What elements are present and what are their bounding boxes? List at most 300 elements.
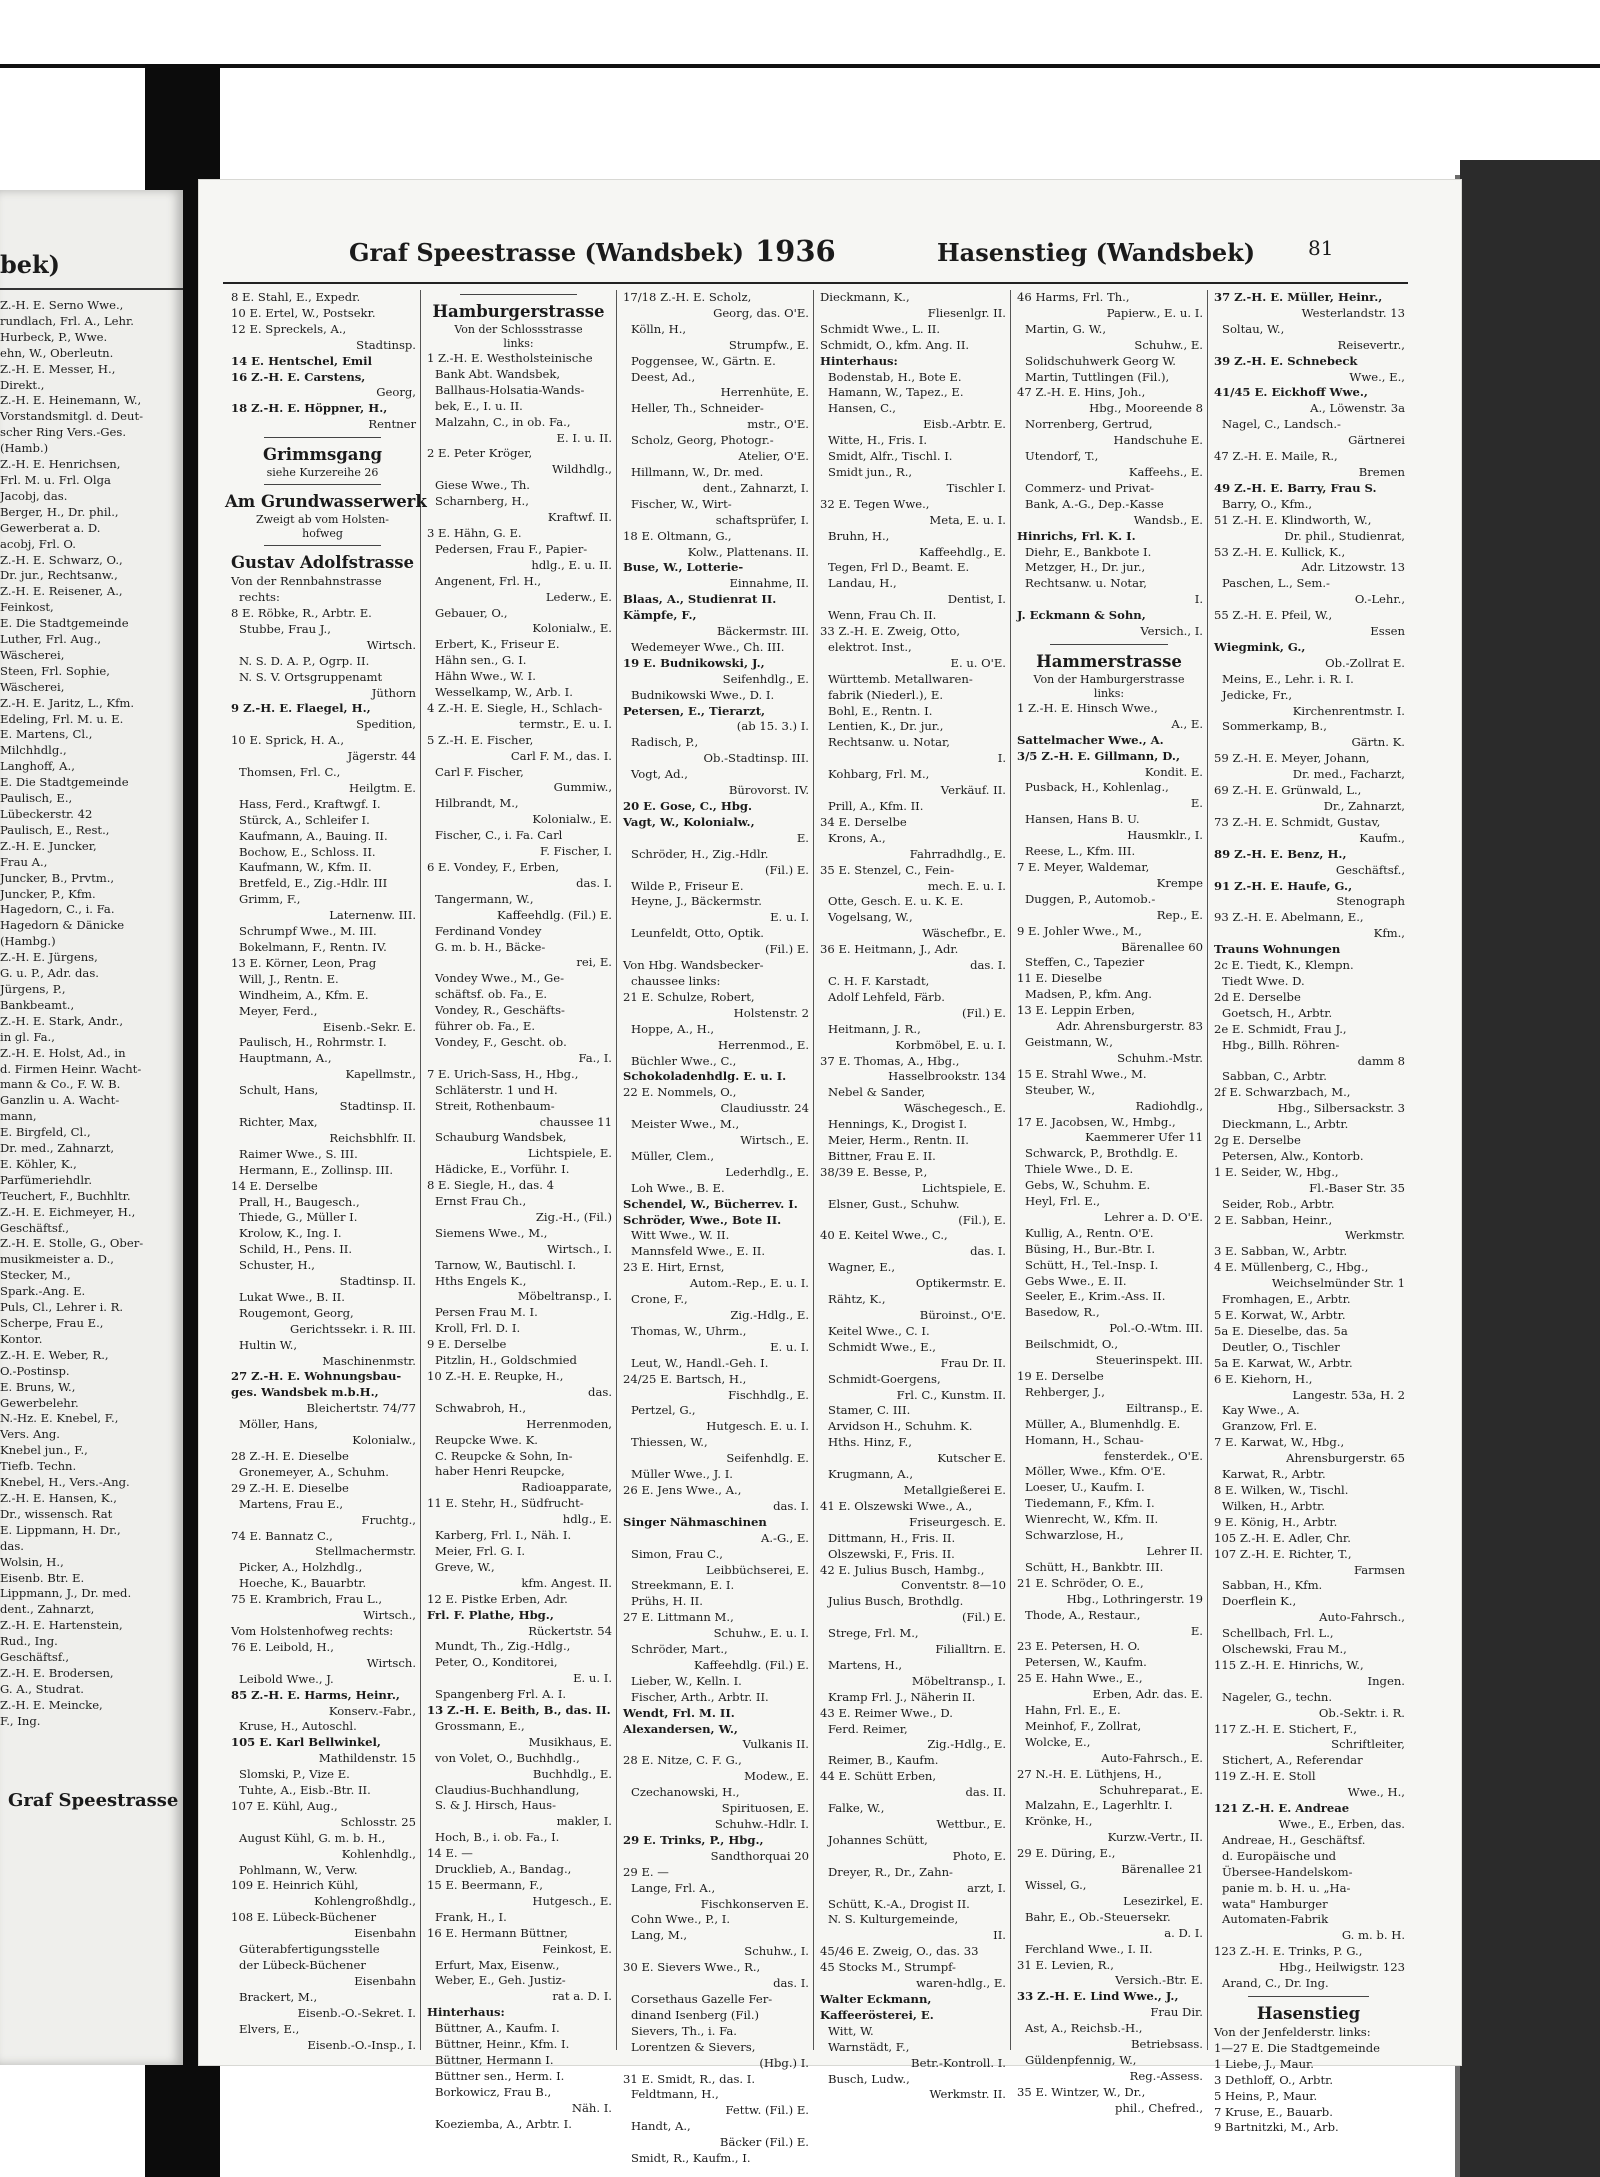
directory-entry: Ferd. Reimer,: [828, 1721, 908, 1736]
directory-entry: Büttner, Heinr., Kfm. I.: [435, 2037, 570, 2052]
directory-entry: 5 Z.-H. E. Fischer,: [427, 732, 534, 747]
directory-entry: Grimm, F.,: [239, 892, 301, 907]
directory-entry: Fischkonserven E.: [700, 1896, 809, 1911]
directory-entry: Malzahn, E., Lagerhltr. I.: [1025, 1798, 1173, 1813]
directory-entry: 45 Stocks M., Strumpf-: [820, 1960, 956, 1975]
directory-entry: Wissel, G.,: [1025, 1878, 1087, 1892]
directory-entry: Bank, A.-G., Dep.-Kasse: [1025, 496, 1164, 511]
facing-page-line: Z.-H. E. Schwarz, O.,: [0, 552, 123, 567]
directory-entry: bek, E., I. u. II.: [435, 398, 523, 413]
directory-entry: Bärenallee 60: [1121, 939, 1203, 954]
directory-entry: Smidt, R., Kaufm., I.: [631, 2151, 751, 2166]
facing-page-line: Hurbeck, P., Wwe.: [0, 329, 108, 344]
directory-entry: Kramp Frl. J., Näherin II.: [828, 1689, 976, 1704]
directory-entry: 8 E. Wilken, W., Tischl.: [1214, 1482, 1349, 1497]
directory-entry: Lentien, K., Dr. jur.,: [828, 719, 944, 734]
directory-entry: Bleichertstr. 74/77: [306, 1401, 416, 1416]
directory-entry: elektrot. Inst.,: [828, 639, 912, 654]
directory-entry: Adr. Litzowstr. 13: [1301, 560, 1405, 575]
directory-entry: Prill, A., Kfm. II.: [828, 799, 924, 813]
directory-entry: Hähn sen., G. I.: [435, 653, 527, 668]
facing-page-line: Dr., wissensch. Rat: [0, 1506, 113, 1521]
directory-entry: Wesselkamp, W., Arb. I.: [435, 685, 573, 700]
directory-entry: Wagner, E.,: [828, 1260, 896, 1275]
directory-entry: Heller, Th., Schneider-: [631, 401, 764, 416]
directory-entry: 75 E. Krambrich, Frau L.,: [231, 1592, 383, 1607]
directory-entry: Wirtsch.,: [363, 1608, 416, 1623]
directory-entry: 14 E. Hentschel, Emil: [231, 353, 372, 368]
street-section-note: Von der Hamburgerstrasse: [1033, 672, 1185, 686]
directory-entry: (Fil.) E.: [961, 1005, 1006, 1020]
directory-entry: Übersee-Handelskom-: [1222, 1864, 1353, 1879]
directory-entry: Dieckmann, L., Arbtr.: [1222, 1117, 1349, 1132]
directory-entry: Dentist, I.: [947, 592, 1006, 607]
directory-entry: Hass, Ferd., Kraftwgf. I.: [239, 796, 381, 811]
facing-page-line: musikmeister a. D.,: [0, 1252, 114, 1267]
directory-entry: N. S. V. Ortsgruppenamt: [239, 669, 383, 684]
directory-entry: Wäschegesch., E.: [904, 1101, 1006, 1116]
directory-entry: 5 Heins, P., Maur.: [1214, 2088, 1318, 2103]
directory-entry: Andreae, H., Geschäftsf.: [1222, 1832, 1366, 1847]
directory-entry: E. u. O'E.: [950, 655, 1006, 670]
facing-page-line: Z.-H. E. Stark, Andr.,: [0, 1013, 124, 1028]
directory-entry: Petersen, E., Tierarzt,: [623, 703, 766, 718]
directory-entry: 18 Z.-H. E. Höppner, H.,: [231, 401, 388, 416]
directory-entry: 5a E. Dieselbe, das. 5a: [1214, 1323, 1348, 1338]
directory-entry: Bäckermstr. III.: [716, 624, 809, 639]
directory-entry: Ingen.: [1367, 1673, 1405, 1688]
facing-page-line: Dr. jur., Rechtsanw.,: [0, 568, 118, 583]
directory-entry: 107 E. Kühl, Aug.,: [231, 1798, 338, 1813]
directory-entry: 121 Z.-H. E. Andreae: [1214, 1801, 1350, 1816]
directory-entry: 119 Z.-H. E. Stoll: [1214, 1769, 1316, 1784]
facing-page-line: Frl. M. u. Frl. Olga: [0, 472, 111, 487]
directory-entry: Dr. med., Facharzt,: [1292, 767, 1405, 782]
directory-entry: fensterdek., O'E.: [1104, 1448, 1203, 1463]
directory-entry: Ahrensburgerstr. 65: [1286, 1451, 1405, 1466]
directory-entry: Von der Jenfelderstr. links:: [1214, 2024, 1371, 2039]
directory-entry: Verkäuf. II.: [940, 783, 1006, 798]
directory-entry: 109 E. Heinrich Kühl,: [231, 1878, 359, 1893]
facing-page-line: Gewerbelehr.: [0, 1395, 79, 1410]
directory-entry: Will, J., Rentn. E.: [239, 971, 339, 986]
facing-page-line: scher Ring Vers.-Ges.: [0, 425, 127, 440]
directory-entry: Olschewski, Frau M.,: [1222, 1642, 1347, 1657]
directory-entry: Cohn Wwe., P., I.: [631, 1912, 730, 1927]
directory-entry: Schmidt Wwe., E.,: [828, 1339, 936, 1354]
directory-entry: 28 Z.-H. E. Dieselbe: [231, 1449, 349, 1463]
facing-page-line: Z.-H. E. Hartenstein,: [0, 1618, 123, 1633]
directory-entry: Arand, C., Dr. Ing.: [1222, 1976, 1329, 1991]
header-rule: [223, 282, 1408, 284]
directory-entry: Corsethaus Gazelle Fer-: [631, 1991, 773, 2006]
directory-entry: 47 Z.-H. E. Hins, Joh.,: [1017, 385, 1146, 400]
directory-entry: Olszewski, F., Fris. II.: [828, 1546, 955, 1561]
directory-entry: 115 Z.-H. E. Hinrichs, W.,: [1214, 1657, 1364, 1672]
directory-entry: Schmidt-Goergens,: [828, 1371, 941, 1386]
directory-entry: Langestr. 53a, H. 2: [1292, 1387, 1405, 1402]
section-rule: [1050, 644, 1168, 645]
directory-entry: Witte, H., Fris. I.: [828, 433, 928, 448]
facing-page-line: das.: [0, 1538, 24, 1553]
directory-entry: Tegen, Frl D., Beamt. E.: [828, 560, 970, 575]
directory-entry: Raimer Wwe., S. III.: [239, 1146, 358, 1161]
street-section-heading: Am Grundwasserwerk: [225, 492, 427, 512]
directory-entry: Kolonialw.,: [352, 1433, 416, 1448]
directory-entry: Möller, Wwe., Kfm. O'E.: [1025, 1464, 1166, 1479]
directory-entry: 29 E. —: [623, 1864, 669, 1879]
street-section-note: Von der Schlossstrasse: [454, 323, 583, 336]
directory-entry: Vondey, R., Geschäfts-: [435, 1003, 565, 1018]
directory-entry: Thomsen, Frl. C.,: [239, 765, 341, 780]
directory-entry: Basedow, R.,: [1025, 1305, 1100, 1320]
directory-entry: 37 Z.-H. E. Müller, Heinr.,: [1214, 290, 1383, 304]
directory-entry: Alexandersen, W.,: [623, 1721, 738, 1736]
facing-page-line: Direkt.,: [0, 377, 45, 392]
directory-entry: Lang, M.,: [631, 1928, 688, 1943]
directory-entry: Jägerstr. 44: [347, 749, 416, 764]
directory-entry: Kfm.,: [1373, 926, 1405, 941]
directory-entry: Rechtsanw. u. Notar,: [1025, 576, 1147, 591]
directory-entry: Meister Wwe., M.,: [631, 1117, 740, 1132]
directory-entry: Zig.-H., (Fil.): [535, 1209, 612, 1224]
directory-entry: 14 E. Derselbe: [231, 1178, 318, 1193]
directory-entry: Hinrichs, Frl. K. I.: [1017, 528, 1136, 543]
directory-entry: Persen Frau M. I.: [435, 1305, 538, 1320]
directory-entry: Büsing, H., Bur.-Btr. I.: [1025, 1241, 1156, 1256]
directory-entry: Richter, Max,: [239, 1114, 318, 1129]
facing-page-line: Eisenb. Btr. E.: [0, 1570, 85, 1585]
directory-entry: (ab 15. 3.) I.: [736, 719, 809, 734]
directory-entry: Loh Wwe., B. E.: [631, 1180, 725, 1195]
directory-entry: Ferdinand Vondey: [435, 923, 542, 938]
directory-entry: C. H. F. Karstadt,: [828, 973, 930, 988]
facing-page-line: Paulisch, E.,: [0, 791, 73, 806]
directory-entry: Reimer, B., Kaufm.: [828, 1753, 939, 1768]
directory-entry: chaussee 11: [539, 1114, 612, 1129]
directory-entry: Pedersen, Frau F., Papier-: [435, 541, 588, 556]
directory-entry: Bäcker (Fil.) E.: [719, 2135, 809, 2150]
directory-entry: Kolonialw., E.: [532, 812, 612, 827]
directory-entry: Wwe., E.,: [1349, 369, 1405, 384]
directory-entry: Streit, Rothenbaum-: [435, 1098, 555, 1113]
directory-entry: 105 E. Karl Bellwinkel,: [231, 1735, 381, 1750]
directory-entry: Hasselbrookstr. 134: [888, 1069, 1006, 1084]
directory-entry: 9 E. Johler Wwe., M.,: [1017, 923, 1142, 938]
directory-entry: Fl.-Baser Str. 35: [1309, 1180, 1405, 1195]
directory-entry: 2f E. Schwarzbach, M.,: [1214, 1085, 1351, 1100]
directory-entry: Essen: [1370, 624, 1405, 639]
directory-entry: Werkmstr. II.: [929, 2087, 1006, 2102]
directory-entry: Rähtz, K.,: [828, 1292, 886, 1307]
directory-entry: Vulkanis II.: [742, 1737, 809, 1752]
directory-entry: Leunfeldt, Otto, Optik.: [631, 926, 764, 941]
directory-entry: Rechtsanw. u. Notar,: [828, 735, 950, 750]
directory-entry: Heilgtm. E.: [349, 780, 416, 795]
directory-entry: Autom.-Rep., E. u. I.: [689, 1276, 809, 1291]
directory-entry: Sandthorquai 20: [710, 1848, 809, 1863]
directory-entry: J. Eckmann & Sohn,: [1017, 608, 1146, 623]
directory-entry: Handt, A.,: [631, 2119, 691, 2134]
directory-entry: Wwe., H.,: [1347, 1785, 1405, 1800]
directory-entry: Büttner, Hermann I.: [435, 2052, 554, 2067]
directory-entry: Petersen, W., Kaufm.: [1025, 1655, 1147, 1670]
directory-entry: das. I.: [576, 875, 612, 890]
directory-entry: Versich.-Btr. E.: [1115, 1973, 1203, 1988]
directory-entry: Wirtsch.: [366, 637, 416, 652]
facing-page-line: Z.-H. E. Messer, H.,: [0, 361, 116, 376]
column-3: [617, 290, 814, 2166]
directory-entry: G. m. b. H.: [1341, 1928, 1405, 1943]
facing-page-line: d. Firmen Heinr. Wacht-: [0, 1061, 142, 1076]
directory-entry: Goetsch, H., Arbtr.: [1222, 1005, 1333, 1020]
facing-page-line: Scherpe, Frau E.,: [0, 1316, 104, 1330]
directory-entry: 13 Z.-H. E. Beith, B., das. II.: [427, 1703, 611, 1718]
directory-entry: 27 E. Littmann M.,: [623, 1610, 734, 1625]
directory-entry: Kölln, H.,: [631, 321, 687, 336]
directory-entry: Drucklieb, A., Bandag.,: [435, 1862, 572, 1877]
directory-columns: [225, 290, 1409, 2166]
directory-entry: Bittner, Frau E. II.: [828, 1148, 936, 1163]
facing-page-line: Geschäftsf.,: [0, 1220, 70, 1235]
facing-page-line: Wäscherei,: [0, 647, 65, 662]
directory-entry: Kaufmann, W., Kfm. II.: [239, 860, 372, 875]
directory-entry: 1 Z.-H. E. Hinsch Wwe.,: [1017, 700, 1158, 715]
directory-entry: Karwat, R., Arbtr.: [1222, 1467, 1326, 1482]
directory-entry: 17 E. Jacobsen, W., Hmbg.,: [1017, 1114, 1176, 1129]
directory-entry: Martens, Frau E.,: [239, 1496, 344, 1511]
facing-page-line: N.-Hz. E. Knebel, F.,: [0, 1411, 119, 1426]
directory-page: [199, 180, 1461, 2166]
facing-page-line: acobj, Frl. O.: [0, 536, 76, 551]
directory-entry: Pitzlin, H., Goldschmied: [435, 1353, 577, 1368]
facing-page-line: dent., Zahnarzt,: [0, 1602, 95, 1617]
directory-entry: Fischer, C., i. Fa. Carl: [435, 828, 563, 843]
directory-entry: Zig.-Hdlg., E.: [730, 1308, 809, 1322]
directory-entry: Bruhn, H.,: [828, 528, 890, 543]
directory-entry: Heyl, Frl. E.,: [1025, 1194, 1101, 1209]
directory-entry: Heitmann, J. R.,: [828, 1021, 921, 1036]
directory-entry: von Volet, O., Buchhdlg.,: [435, 1750, 580, 1765]
directory-entry: Schrumpf Wwe., M. III.: [239, 924, 377, 939]
facing-page-rule: [0, 288, 183, 290]
directory-entry: Martin, G. W.,: [1025, 321, 1107, 336]
directory-entry: termstr., E. u. I.: [519, 716, 612, 731]
directory-entry: damm 8: [1357, 1053, 1405, 1068]
section-rule: [1248, 1996, 1369, 1997]
directory-entry: Wilken, H., Arbtr.: [1222, 1498, 1325, 1513]
directory-entry: Hädicke, E., Vorführ. I.: [435, 1162, 570, 1177]
directory-entry: 9 E. Derselbe: [427, 1337, 507, 1352]
facing-page-line: Jacobj, das.: [0, 488, 68, 503]
directory-entry: Schwarck, P., Brothdlg. E.: [1025, 1146, 1178, 1161]
directory-entry: 40 E. Keitel Wwe., C.,: [820, 1228, 948, 1243]
directory-entry: das. I.: [970, 958, 1006, 973]
directory-entry: 7 E. Meyer, Waldemar,: [1017, 860, 1150, 874]
street-section-note: links:: [503, 337, 534, 350]
directory-entry: Wendt, Frl. M. II.: [623, 1705, 735, 1720]
facing-page-line: E. Die Stadtgemeinde: [0, 775, 129, 790]
directory-entry: rat a. D. I.: [552, 1989, 612, 2004]
directory-entry: Vogelsang, W.,: [828, 910, 913, 925]
directory-entry: Gummiw.,: [553, 780, 612, 795]
directory-entry: Homann, H., Schau-: [1025, 1432, 1144, 1447]
directory-entry: Sattelmacher Wwe., A.: [1017, 732, 1164, 747]
directory-entry: Kaffeehdlg. (Fil.) E.: [694, 1657, 809, 1672]
directory-entry: Gärtnerei: [1348, 433, 1405, 448]
facing-page-line: Bankbeamt.,: [0, 997, 75, 1012]
facing-page-line: Edeling, Frl. M. u. E.: [0, 711, 124, 726]
directory-entry: Lederw., E.: [545, 589, 612, 604]
directory-entry: Bretfeld, E., Zig.-Hdlr. III: [239, 876, 388, 891]
directory-entry: 4 E. Müllenberg, C., Hbg.,: [1214, 1260, 1369, 1275]
directory-entry: Ob.-Zollrat E.: [1325, 655, 1405, 670]
directory-entry: Elvers, E.,: [239, 2021, 300, 2036]
directory-entry: Smidt, Alfr., Tischl. I.: [828, 449, 953, 464]
directory-entry: Hansen, C.,: [828, 401, 896, 416]
directory-entry: 27 Z.-H. E. Wohnungsbau-: [231, 1369, 402, 1384]
directory-entry: Petersen, Alw., Kontorb.: [1222, 1148, 1364, 1163]
directory-entry: Blaas, A., Studienrat II.: [623, 592, 777, 607]
directory-entry: Eisenb.-O.-Sekret. I.: [297, 2005, 416, 2020]
directory-entry: Hamann, W., Tapez., E.: [828, 385, 964, 400]
directory-entry: Rentner: [368, 417, 416, 432]
street-section-heading: Gustav Adolfstrasse: [230, 553, 415, 573]
directory-entry: Ballhaus-Holsatia-Wands-: [435, 382, 585, 397]
directory-entry: dent., Zahnarzt, I.: [702, 480, 809, 495]
directory-entry: Mundt, Th., Zig.-Hdlg.,: [435, 1639, 571, 1654]
facing-page-line: Z.-H. E. Serno Wwe.,: [0, 298, 124, 312]
directory-entry: Loeser, U., Kaufm. I.: [1025, 1480, 1145, 1495]
directory-entry: 105 Z.-H. E. Adler, Chr.: [1214, 1530, 1351, 1545]
directory-entry: Krempe: [1156, 875, 1203, 890]
facing-page-line: Puls, Cl., Lehrer i. R.: [0, 1300, 124, 1315]
directory-entry: Steffen, C., Tapezier: [1025, 955, 1145, 970]
column-5: [1011, 290, 1208, 2115]
directory-entry: Schuhreparat., E.: [1099, 1782, 1203, 1797]
directory-entry: 5a E. Karwat, W., Arbtr.: [1214, 1355, 1353, 1370]
directory-entry: Tiedt Wwe. D.: [1222, 973, 1305, 988]
directory-entry: Arvidson H., Schuhm. K.: [828, 1419, 973, 1434]
directory-entry: Meyer, Ferd.,: [239, 1003, 318, 1018]
directory-entry: Claudius-Buchhandlung,: [435, 1782, 580, 1797]
column-6: [1208, 290, 1409, 2135]
directory-entry: (Fil.) E.: [961, 1610, 1006, 1625]
directory-entry: Eisenbahn: [354, 1973, 416, 1988]
directory-entry: 69 Z.-H. E. Grünwald, L.,: [1214, 783, 1362, 798]
facing-page-line: Ganzlin u. A. Wacht-: [0, 1093, 120, 1108]
directory-entry: Lesezirkel, E.: [1123, 1893, 1203, 1908]
directory-entry: Jüthorn: [371, 685, 416, 700]
directory-entry: Bahr, E., Ob.-Steuersekr.: [1025, 1909, 1171, 1924]
directory-entry: Hutgesch. E. u. I.: [706, 1419, 809, 1434]
directory-entry: 32 E. Tegen Wwe.,: [820, 496, 930, 511]
directory-entry: 43 E. Reimer Wwe., D.: [820, 1705, 953, 1720]
directory-entry: Borkowicz, Frau B.,: [435, 2084, 552, 2099]
directory-entry: August Kühl, G. m. b. H.,: [239, 1830, 386, 1845]
top-scan-edge: [0, 64, 1600, 68]
directory-entry: Carl F. M., das. I.: [510, 748, 612, 763]
directory-entry: mstr., O'E.: [747, 417, 809, 432]
directory-entry: mech. E. u. I.: [927, 878, 1006, 893]
directory-entry: Radioapparate,: [521, 1480, 612, 1495]
directory-entry: Madsen, P., kfm. Ang.: [1025, 987, 1152, 1002]
directory-entry: 89 Z.-H. E. Benz, H.,: [1214, 846, 1347, 861]
directory-entry: Lange, Frl. A.,: [631, 1880, 716, 1895]
directory-entry: 29 E. Trinks, P., Hbg.,: [623, 1832, 764, 1847]
directory-entry: Krönke, H.,: [1025, 1814, 1093, 1829]
directory-entry: 26 E. Jens Wwe., A.,: [623, 1482, 742, 1497]
directory-entry: 108 E. Lübeck-Büchener: [231, 1910, 377, 1925]
directory-entry: Trauns Wohnungen: [1214, 942, 1341, 957]
directory-entry: Meta, E. u. I.: [929, 512, 1006, 527]
directory-entry: Slomski, P., Vize E.: [239, 1767, 350, 1782]
directory-entry: Lehrer a. D. O'E.: [1103, 1209, 1203, 1224]
directory-entry: Kaemmerer Ufer 11: [1085, 1130, 1203, 1145]
directory-entry: Witt, W.: [828, 2023, 874, 2038]
facing-page-line: Z.-H. E. Weber, R.,: [0, 1347, 109, 1362]
directory-entry: Bärenallee 21: [1121, 1862, 1203, 1877]
directory-entry: Filialltrn. E.: [935, 1642, 1006, 1657]
directory-entry: Auto-Fahrsch., E.: [1101, 1750, 1203, 1765]
directory-entry: Musikhaus, E.: [528, 1734, 612, 1749]
directory-entry: 38/39 E. Besse, P.,: [820, 1164, 928, 1179]
facing-page-line: Z.-H. E. Stolle, G., Ober-: [0, 1236, 144, 1251]
section-rule: [264, 437, 381, 438]
directory-entry: Keitel Wwe., C. I.: [828, 1323, 930, 1338]
directory-entry: Eiltransp., E.: [1125, 1400, 1203, 1415]
directory-entry: Doerflein K.,: [1222, 1594, 1297, 1609]
directory-entry: 45/46 E. Zweig, O., das. 33: [820, 1944, 979, 1959]
directory-entry: Jedicke, Fr.,: [1222, 687, 1293, 702]
directory-entry: 8 E. Röbke, R., Arbtr. E.: [231, 605, 372, 620]
directory-entry: Diehr, E., Bankbote I.: [1025, 544, 1152, 559]
directory-entry: Stürck, A., Schleifer I.: [239, 812, 370, 827]
directory-entry: Spirituosen, E.: [721, 1801, 809, 1816]
facing-page-line: Z.-H. E. Brodersen,: [0, 1665, 114, 1680]
directory-entry: das. II.: [965, 1785, 1006, 1800]
directory-entry: Reg.-Assess.: [1129, 2068, 1203, 2083]
directory-entry: Fischer, Arth., Arbtr. II.: [631, 1689, 769, 1704]
directory-entry: Budnikowski Wwe., D. I.: [631, 687, 775, 702]
facing-page-line: Hagedorn & Dänicke: [0, 918, 125, 933]
directory-entry: Schütt, H., Bankbtr. III.: [1025, 1559, 1164, 1574]
directory-entry: Kutscher E.: [937, 1451, 1006, 1466]
directory-entry: Rückertstr. 54: [528, 1623, 612, 1638]
directory-entry: Siemens Wwe., M.,: [435, 1225, 548, 1240]
facing-page-line: Steen, Frl. Sophie,: [0, 663, 110, 678]
directory-entry: Mannsfeld Wwe., E. II.: [631, 1244, 766, 1259]
directory-entry: Bank Abt. Wandsbek,: [435, 366, 561, 381]
section-rule: [264, 484, 381, 485]
directory-entry: 3 E. Sabban, W., Arbtr.: [1214, 1244, 1348, 1259]
directory-entry: Nagel, C., Landsch.-: [1222, 417, 1341, 432]
running-head: [199, 234, 1461, 272]
directory-entry: Eisb.-Arbtr. E.: [923, 417, 1006, 432]
directory-entry: 46 Harms, Frl. Th.,: [1017, 290, 1130, 304]
directory-entry: Ob.-Sektr. i. R.: [1318, 1705, 1405, 1720]
directory-entry: Büroinst., O'E.: [919, 1308, 1006, 1322]
directory-entry: Versich., I.: [1140, 624, 1203, 639]
directory-entry: Witt Wwe., W. II.: [631, 1228, 730, 1243]
directory-entry: Deest, Ad.,: [631, 369, 696, 384]
directory-entry: phil., Chefred.,: [1114, 2100, 1203, 2115]
directory-entry: Vom Holstenhofweg rechts:: [231, 1623, 394, 1638]
directory-entry: Kay Wwe., A.: [1222, 1403, 1300, 1418]
directory-entry: Auto-Fahrsch.,: [1319, 1610, 1405, 1625]
directory-entry: Herrenhüte, E.: [720, 385, 809, 400]
directory-entry: Duggen, P., Automob.-: [1025, 891, 1156, 906]
